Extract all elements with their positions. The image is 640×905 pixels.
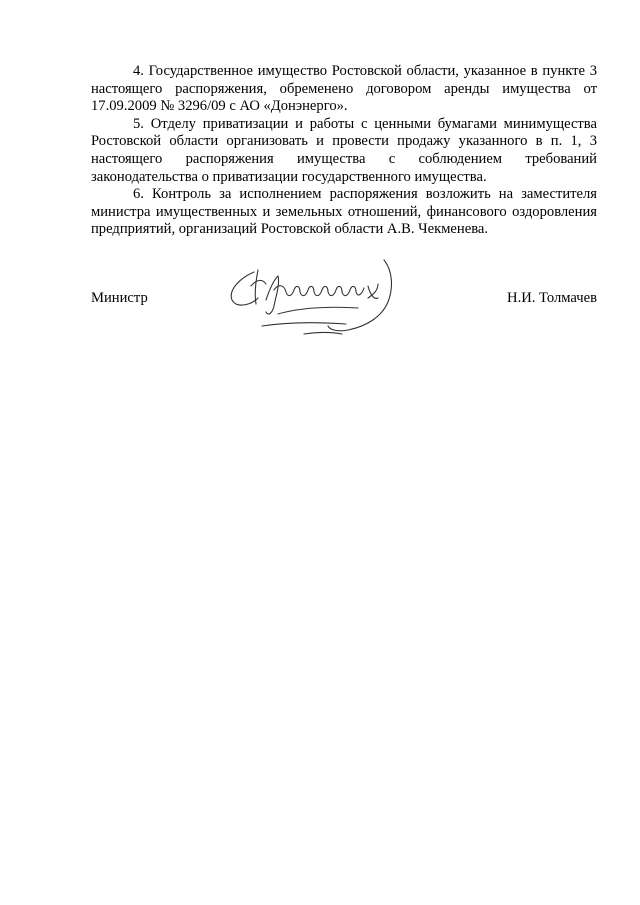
signatory-title: Министр bbox=[91, 290, 148, 306]
handwritten-signature bbox=[218, 250, 408, 340]
paragraph-6: 6. Контроль за исполнением распоряжения возложить на заместителя министра имущественных и земельных отношений, финансового оздоровления предприятий, организаций Ростовской области А.В. Чекменева. bbox=[91, 186, 597, 238]
paragraph-5: 5. Отделу приватизации и работы с ценными бумагами минимущества Ростовской области организовать и провести продажу указанного в п. 1, 3 настоящего распоряжения имущества с соблюдением требований законодательства о приватизации государственного имущества. bbox=[91, 115, 597, 185]
document-body bbox=[91, 63, 597, 239]
paragraph-4: 4. Государственное имущество Ростовской области, указанное в пункте 3 настоящего распоряжения, обременено договором аренды имущества от 17.09.2009 № 3296/09 с АО «Донэнерго». bbox=[91, 63, 597, 115]
signatory-name: Н.И. Толмачев bbox=[507, 290, 597, 306]
